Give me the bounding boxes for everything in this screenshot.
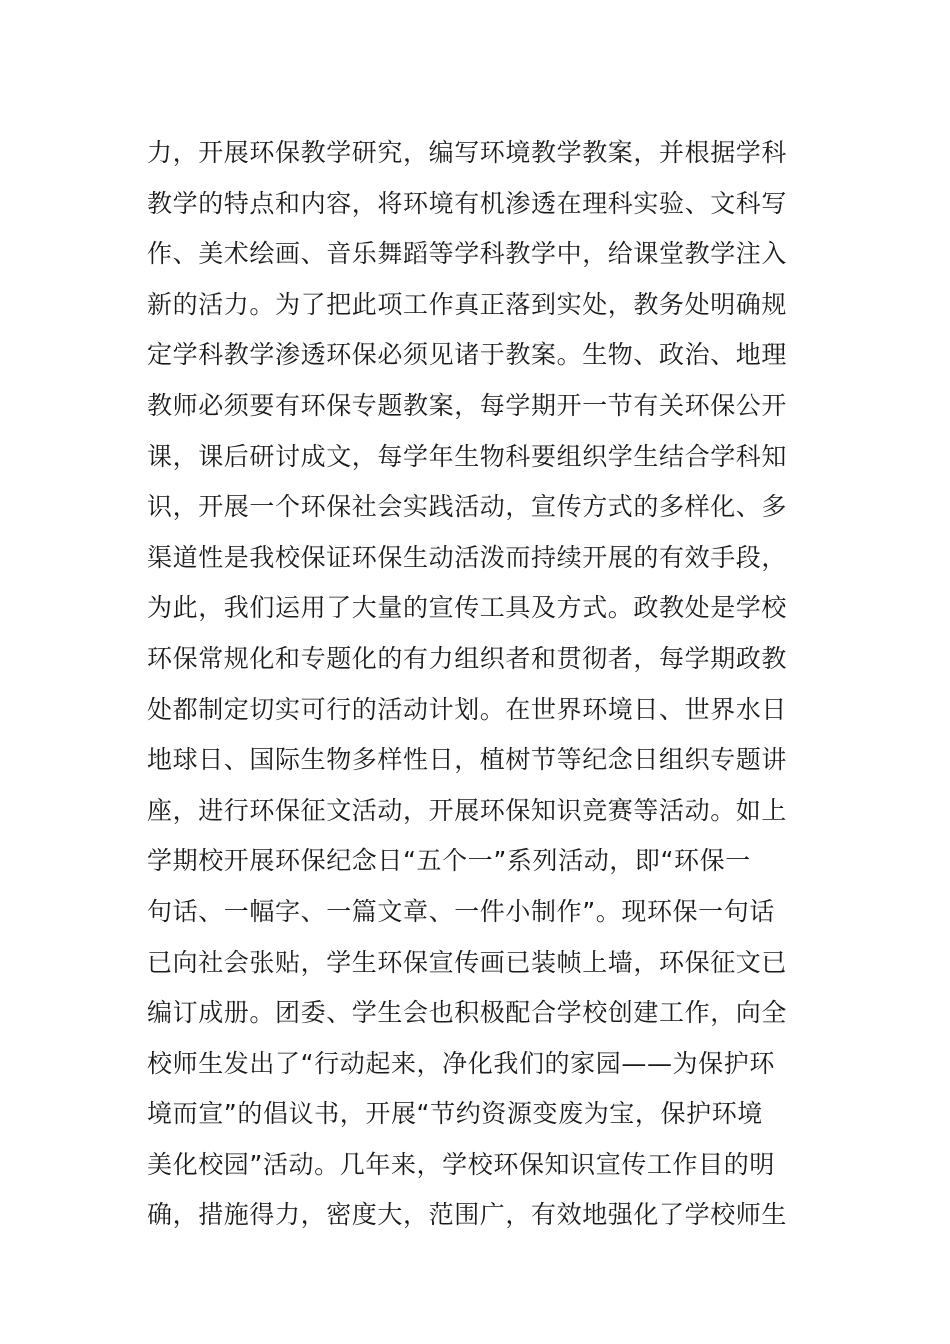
text-line-13: 地球日、国际生物多样性日，植树节等纪念日组织专题讲 (147, 745, 788, 775)
text-line-9: 渠道性是我校保证环保生动活泼而持续开展的有效手段， (147, 542, 788, 572)
text-line-20: 境而宣”的倡议书，开展“节约资源变废为宝，保护环境 (147, 1099, 763, 1129)
text-line-19: 校师生发出了“行动起来，净化我们的家园——为保护环 (147, 1048, 775, 1078)
text-line-15: 学期校开展环保纪念日“五个一”系列活动，即“环保一 (147, 846, 751, 876)
text-line-21: 美化校园”活动。几年来，学校环保知识宣传工作目的明 (147, 1149, 775, 1179)
text-line-8: 识，开展一个环保社会实践活动，宣传方式的多样化、多 (147, 492, 788, 522)
text-line-14: 座，进行环保征文活动，开展环保知识竞赛等活动。如上 (147, 795, 788, 825)
text-line-12: 处都制定切实可行的活动计划。在世界环境日、世界水日 (147, 694, 788, 724)
text-line-4: 新的活力。为了把此项工作真正落到实处，教务处明确规 (147, 289, 788, 319)
text-line-16: 句话、一幅字、一篇文章、一件小制作”。现环保一句话 (147, 896, 775, 926)
text-line-18: 编订成册。团委、学生会也积极配合学校创建工作，向全 (147, 998, 788, 1028)
text-line-2: 教学的特点和内容，将环境有机渗透在理科实验、文科写 (147, 188, 788, 218)
body-paragraph (147, 128, 807, 1241)
text-line-6: 教师必须要有环保专题教案，每学期开一节有关环保公开 (147, 390, 788, 420)
text-line-11: 环保常规化和专题化的有力组织者和贯彻者，每学期政教 (147, 643, 788, 673)
text-line-22: 确，措施得力，密度大，范围广，有效地强化了学校师生 (147, 1200, 788, 1230)
text-line-17: 已向社会张贴，学生环保宣传画已装帧上墙，环保征文已 (147, 947, 788, 977)
text-line-3: 作、美术绘画、音乐舞蹈等学科教学中，给课堂教学注入 (147, 239, 788, 269)
text-line-7: 课，课后研讨成文，每学年生物科要组织学生结合学科知 (147, 441, 788, 471)
text-line-1: 力，开展环保教学研究，编写环境教学教案，并根据学科 (147, 138, 788, 167)
text-line-10: 为此，我们运用了大量的宣传工具及方式。政教处是学校 (147, 593, 788, 623)
text-line-5: 定学科教学渗透环保必须见诸于教案。生物、政治、地理 (147, 340, 788, 370)
